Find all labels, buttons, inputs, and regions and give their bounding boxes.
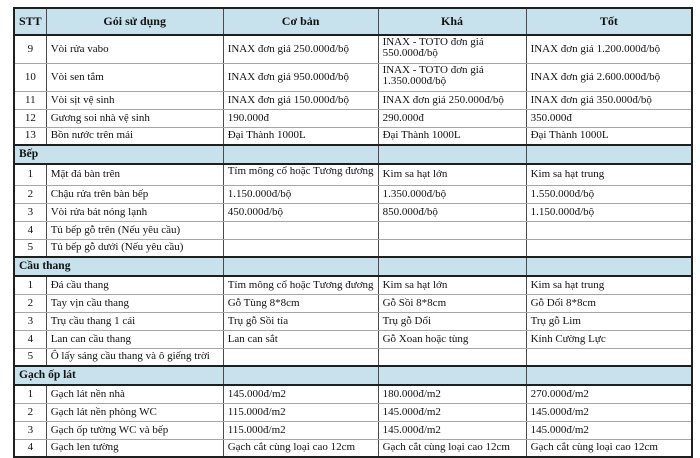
item-cell: Vòi sen tắm — [46, 63, 223, 91]
row-number-cell: 3 — [14, 203, 46, 221]
table-row — [14, 221, 692, 239]
table-row — [14, 185, 692, 203]
section-label-cell: Cầu thang — [14, 257, 223, 276]
item-cell: Tủ bếp gỗ dưới (Nếu yêu cầu) — [46, 239, 223, 257]
value-cell-kha: 145.000đ/m2 — [378, 421, 526, 439]
value-cell-tot — [526, 348, 692, 366]
value-cell-kha: Đại Thành 1000L — [378, 127, 526, 145]
value-cell-co-ban: Gạch cắt cùng loại cao 12cm — [223, 439, 378, 457]
value-cell-co-ban: 1.150.000đ/bộ — [223, 185, 378, 203]
item-cell: Gạch len tường — [46, 439, 223, 457]
value-cell-tot: 145.000đ/m2 — [526, 421, 692, 439]
row-number-cell: 5 — [14, 348, 46, 366]
value-cell-co-ban — [223, 239, 378, 257]
value-cell-tot: Kính Cường Lực — [526, 330, 692, 348]
row-number-cell: 13 — [14, 127, 46, 145]
value-cell-kha: Kim sa hạt lớn — [378, 164, 526, 185]
section-empty-cell — [223, 366, 378, 385]
value-cell-kha: Gỗ Sồi 8*8cm — [378, 294, 526, 312]
section-empty-cell — [378, 366, 526, 385]
item-cell: Gạch lát nền phòng WC — [46, 403, 223, 421]
section-empty-cell — [223, 145, 378, 164]
section-empty-cell — [526, 257, 692, 276]
table-row — [14, 421, 692, 439]
value-cell-co-ban: INAX đơn giá 950.000đ/bộ — [223, 63, 378, 91]
section-empty-cell — [378, 145, 526, 164]
item-cell: Lan can cầu thang — [46, 330, 223, 348]
value-cell-kha: 850.000đ/bộ — [378, 203, 526, 221]
table-row — [14, 164, 692, 185]
row-number-cell: 4 — [14, 439, 46, 457]
value-cell-co-ban: Trụ gỗ Sồi tía — [223, 312, 378, 330]
value-cell-tot: 145.000đ/m2 — [526, 403, 692, 421]
value-cell-tot: Kim sa hạt trung — [526, 276, 692, 294]
item-cell: Tủ bếp gỗ trên (Nếu yêu cầu) — [46, 221, 223, 239]
table-row — [14, 385, 692, 403]
price-list-sheet — [13, 7, 693, 458]
column-header-co-ban: Cơ bản — [223, 8, 378, 35]
value-cell-kha — [378, 239, 526, 257]
item-cell: Gạch ốp tường WC và bếp — [46, 421, 223, 439]
value-cell-tot: Kim sa hạt trung — [526, 164, 692, 185]
value-cell-co-ban: 115.000đ/m2 — [223, 421, 378, 439]
table-row — [14, 348, 692, 366]
value-cell-tot: INAX đơn giá 1.200.000đ/bộ — [526, 35, 692, 63]
row-number-cell: 2 — [14, 294, 46, 312]
value-cell-kha — [378, 221, 526, 239]
value-cell-tot: INAX đơn giá 2.600.000đ/bộ — [526, 63, 692, 91]
section-label-cell: Bếp — [14, 145, 223, 164]
value-cell-tot: 270.000đ/m2 — [526, 385, 692, 403]
item-cell: Vòi rửa vabo — [46, 35, 223, 63]
item-cell: Chậu rửa trên bàn bếp — [46, 185, 223, 203]
value-cell-co-ban: Đại Thành 1000L — [223, 127, 378, 145]
value-cell-co-ban: 115.000đ/m2 — [223, 403, 378, 421]
section-empty-cell — [223, 257, 378, 276]
table-row — [14, 63, 692, 91]
row-number-cell: 4 — [14, 221, 46, 239]
value-cell-tot — [526, 221, 692, 239]
value-cell-kha: 290.000đ — [378, 109, 526, 127]
item-cell: Vòi rửa bát nóng lạnh — [46, 203, 223, 221]
value-cell-kha: 1.350.000đ/bộ — [378, 185, 526, 203]
pricing-table — [13, 7, 693, 458]
section-row — [14, 257, 692, 276]
value-cell-co-ban: INAX đơn giá 150.000đ/bộ — [223, 91, 378, 109]
header-row — [14, 8, 692, 35]
value-cell-co-ban: INAX đơn giá 250.000đ/bộ — [223, 35, 378, 63]
value-cell-kha: Gạch cắt cùng loại cao 12cm — [378, 439, 526, 457]
value-cell-kha: Gỗ Xoan hoặc tùng — [378, 330, 526, 348]
row-number-cell: 12 — [14, 109, 46, 127]
value-cell-kha: INAX - TOTO đơn giá 550.000đ/bộ — [378, 35, 526, 63]
item-cell: Đá cầu thang — [46, 276, 223, 294]
item-cell: Trụ cầu thang 1 cái — [46, 312, 223, 330]
table-row — [14, 127, 692, 145]
table-row — [14, 91, 692, 109]
value-cell-co-ban: Gỗ Tùng 8*8cm — [223, 294, 378, 312]
row-number-cell: 1 — [14, 164, 46, 185]
column-header-tot: Tốt — [526, 8, 692, 35]
value-cell-kha: 180.000đ/m2 — [378, 385, 526, 403]
item-cell: Vòi sịt vệ sinh — [46, 91, 223, 109]
value-cell-co-ban — [223, 221, 378, 239]
section-row — [14, 145, 692, 164]
value-cell-tot: 1.550.000đ/bộ — [526, 185, 692, 203]
value-cell-co-ban: Lan can sắt — [223, 330, 378, 348]
table-row — [14, 35, 692, 63]
value-cell-tot: INAX đơn giá 350.000đ/bộ — [526, 91, 692, 109]
value-cell-co-ban: 190.000đ — [223, 109, 378, 127]
value-cell-co-ban: 450.000đ/bộ — [223, 203, 378, 221]
value-cell-co-ban: Tím mông cổ hoặc Tương đương — [223, 164, 378, 185]
section-empty-cell — [526, 145, 692, 164]
row-number-cell: 1 — [14, 385, 46, 403]
row-number-cell: 1 — [14, 276, 46, 294]
value-cell-kha — [378, 348, 526, 366]
item-cell: Gương soi nhà vệ sinh — [46, 109, 223, 127]
row-number-cell: 5 — [14, 239, 46, 257]
table-row — [14, 312, 692, 330]
section-empty-cell — [526, 366, 692, 385]
value-cell-tot: Đại Thành 1000L — [526, 127, 692, 145]
row-number-cell: 11 — [14, 91, 46, 109]
item-cell: Mặt đá bàn trên — [46, 164, 223, 185]
table-row — [14, 203, 692, 221]
value-cell-tot: Trụ gỗ Lim — [526, 312, 692, 330]
column-header-goi-su-dung: Gói sử dụng — [46, 8, 223, 35]
item-cell: Bồn nước trên mái — [46, 127, 223, 145]
section-row — [14, 366, 692, 385]
item-cell: Gạch lát nền nhà — [46, 385, 223, 403]
table-row — [14, 239, 692, 257]
row-number-cell: 2 — [14, 185, 46, 203]
value-cell-tot: Gỗ Dổi 8*8cm — [526, 294, 692, 312]
table-row — [14, 109, 692, 127]
section-empty-cell — [378, 257, 526, 276]
table-row — [14, 330, 692, 348]
column-header-kha: Khá — [378, 8, 526, 35]
row-number-cell: 3 — [14, 312, 46, 330]
value-cell-tot — [526, 239, 692, 257]
table-body — [14, 35, 692, 457]
value-cell-kha: Kim sa hạt lớn — [378, 276, 526, 294]
value-cell-co-ban: 145.000đ/m2 — [223, 385, 378, 403]
column-header-stt: STT — [14, 8, 46, 35]
value-cell-tot: Gạch cắt cùng loại cao 12cm — [526, 439, 692, 457]
value-cell-kha: INAX đơn giá 250.000đ/bộ — [378, 91, 526, 109]
value-cell-kha: Trụ gỗ Dổi — [378, 312, 526, 330]
table-row — [14, 276, 692, 294]
table-row — [14, 439, 692, 457]
table-row — [14, 294, 692, 312]
item-cell: Tay vịn cầu thang — [46, 294, 223, 312]
table-row — [14, 403, 692, 421]
value-cell-kha: 145.000đ/m2 — [378, 403, 526, 421]
row-number-cell: 4 — [14, 330, 46, 348]
row-number-cell: 2 — [14, 403, 46, 421]
value-cell-co-ban: Tím mông cổ hoặc Tương đương — [223, 276, 378, 294]
value-cell-tot: 1.150.000đ/bộ — [526, 203, 692, 221]
row-number-cell: 10 — [14, 63, 46, 91]
item-cell: Ô lấy sáng cầu thang và ô giếng trời — [46, 348, 223, 366]
section-label-cell: Gạch ốp lát — [14, 366, 223, 385]
value-cell-tot: 350.000đ — [526, 109, 692, 127]
value-cell-kha: INAX - TOTO đơn giá 1.350.000đ/bộ — [378, 63, 526, 91]
value-cell-co-ban — [223, 348, 378, 366]
row-number-cell: 3 — [14, 421, 46, 439]
row-number-cell: 9 — [14, 35, 46, 63]
